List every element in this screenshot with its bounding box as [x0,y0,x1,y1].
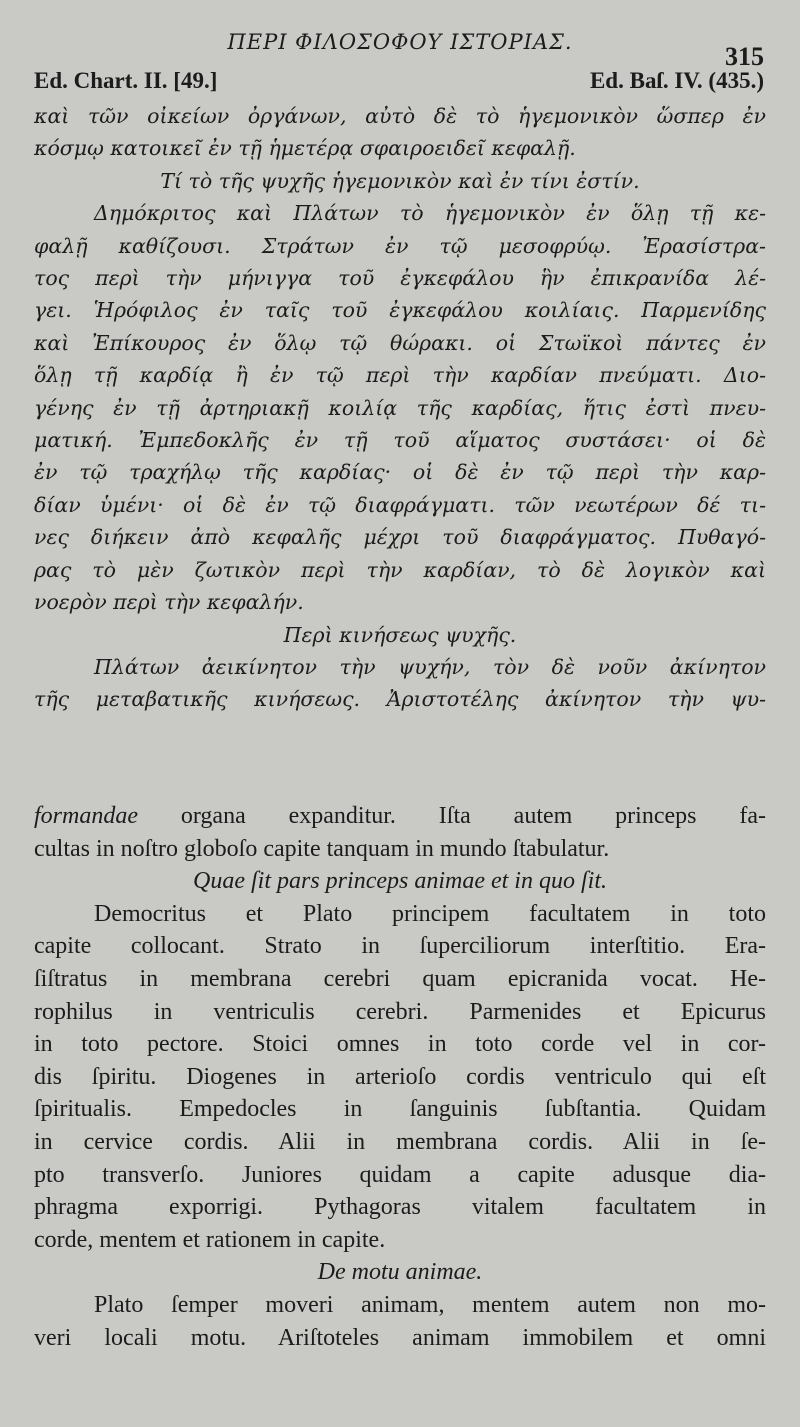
greek-line: ὅλῃ τῇ καρδίᾳ ἢ ἐν τῷ περὶ τὴν καρδίαν πνεύματι. Διο- [34,363,766,388]
latin-line: pto transverſo. Juniores quidam a capite adusque dia- [34,1161,766,1188]
greek-line: κόσμῳ κατοικεῖ ἐν τῇ ἡμετέρᾳ σφαιροειδεῖ κεφαλῇ. [34,136,576,161]
latin-text-block [34,800,766,1354]
latin-italic-word: formandae [34,803,138,829]
greek-section-heading: Τί τὸ τῆς ψυχῆς ἡγεμονικὸν καὶ ἐν τίνι ἐστίν. [160,168,640,193]
greek-line: ρας τὸ μὲν ζωτικὸν περὶ τὴν καρδίαν, τὸ δὲ λογικὸν καὶ [34,557,766,582]
edition-ref-basel: Ed. Baſ. IV. (435.) [589,68,764,93]
latin-section-heading: Quae ſit pars princeps animae et in quo ſit. [193,868,607,895]
greek-line: Πλάτων ἀεικίνητον τὴν ψυχήν, τὸν δὲ νοῦν ἀκίνητον [94,654,766,679]
greek-line: νοερὸν περὶ τὴν κεφαλήν. [34,590,304,615]
latin-line: ſiſtratus in membrana cerebri quam epicranida vocat. He- [34,965,766,992]
latin-line: Democritus et Plato principem facultatem in toto [94,900,766,927]
greek-line: γει. Ἡρόφιλος ἐν ταῖς τοῦ ἐγκεφάλου κοιλίαις. Παρμενίδης [34,298,766,323]
latin-section-heading: De motu animae. [317,1259,483,1286]
greek-line: γένης ἐν τῇ ἀρτηριακῇ κοιλίᾳ τῆς καρδίας, ἥτις ἐστὶ πνευ- [34,395,766,420]
latin-line: capite collocant. Strato in ſuperciliorum interſtitio. Era- [34,933,766,960]
greek-line: νες διήκειν ἀπὸ κεφαλῆς μέχρι τοῦ διαφράγματος. Πυθαγό- [34,525,766,550]
latin-line: in toto pectore. Stoici omnes in toto corde vel in cor- [34,1031,766,1058]
page-number: 315 [725,42,764,71]
edition-ref-chartier: Ed. Chart. II. [49.] [34,68,218,93]
latin-line: phragma exporrigi. Pythagoras vitalem facultatem in [34,1194,766,1221]
greek-line: ματική. Ἐμπεδοκλῆς ἐν τῇ τοῦ αἵματος συστάσει· οἱ δὲ [34,428,766,453]
latin-line: corde, mentem et rationem in capite. [34,1226,386,1253]
greek-line: τῆς μεταβατικῆς κινήσεως. Ἀριστοτέλης ἀκίνητον τὴν ψυ- [34,687,766,712]
latin-line-rest: organa expanditur. Iſta autem princeps fa- [138,803,766,829]
latin-line: dis ſpiritu. Diogenes in arterioſo cordis ventriculo qui eſt [34,1063,766,1090]
latin-line: ſpiritualis. Empedocles in ſanguinis ſubſtantia. Quidam [34,1096,766,1123]
latin-line: rophilus in ventriculis cerebri. Parmenides et Epicurus [34,998,766,1025]
greek-line: ἐν τῷ τραχήλῳ τῆς καρδίας· οἱ δὲ ἐν τῷ περὶ τὴν καρ- [34,460,766,485]
latin-line [34,800,766,833]
running-title: ΠΕΡΙ ΦΙΛΟΣΟΦΟΥ ΙΣΤΟΡΙΑΣ. [227,30,573,54]
greek-line: καὶ Ἐπίκουρος ἐν ὅλῳ τῷ θώρακι. οἱ Στωϊκοὶ πάντες ἐν [34,330,766,355]
latin-line: Plato ſemper moveri animam, mentem autem non mo- [94,1291,766,1318]
greek-section-heading: Περὶ κινήσεως ψυχῆς. [283,622,517,647]
greek-line: δίαν ὑμένι· οἱ δὲ ἐν τῷ διαφράγματι. τῶν νεωτέρων δέ τι- [34,492,766,517]
greek-line: καὶ τῶν οἰκείων ὀργάνων, αὐτὸ δὲ τὸ ἡγεμονικὸν ὥσπερ ἐν [34,104,766,128]
greek-line: Δημόκριτος καὶ Πλάτων τὸ ἡγεμονικὸν ἐν ὅλῃ τῇ κε- [94,201,766,226]
latin-line: in cervice cordis. Alii in membrana cordis. Alii in ſe- [34,1128,766,1155]
latin-line: veri locali motu. Ariſtoteles animam immobilem et omni [34,1324,766,1351]
greek-line: τος περὶ τὴν μήνιγγα τοῦ ἐγκεφάλου ἣν ἐπικρανίδα λέ- [34,266,766,291]
edition-references [34,68,764,98]
greek-text-block [34,100,766,716]
greek-line: φαλῇ καθίζουσι. Στράτων ἐν τῷ μεσοφρύῳ. Ἐρασίστρα- [34,233,766,258]
latin-line: cultas in noſtro globoſo capite tanquam in mundo ſtabulatur. [34,835,610,862]
